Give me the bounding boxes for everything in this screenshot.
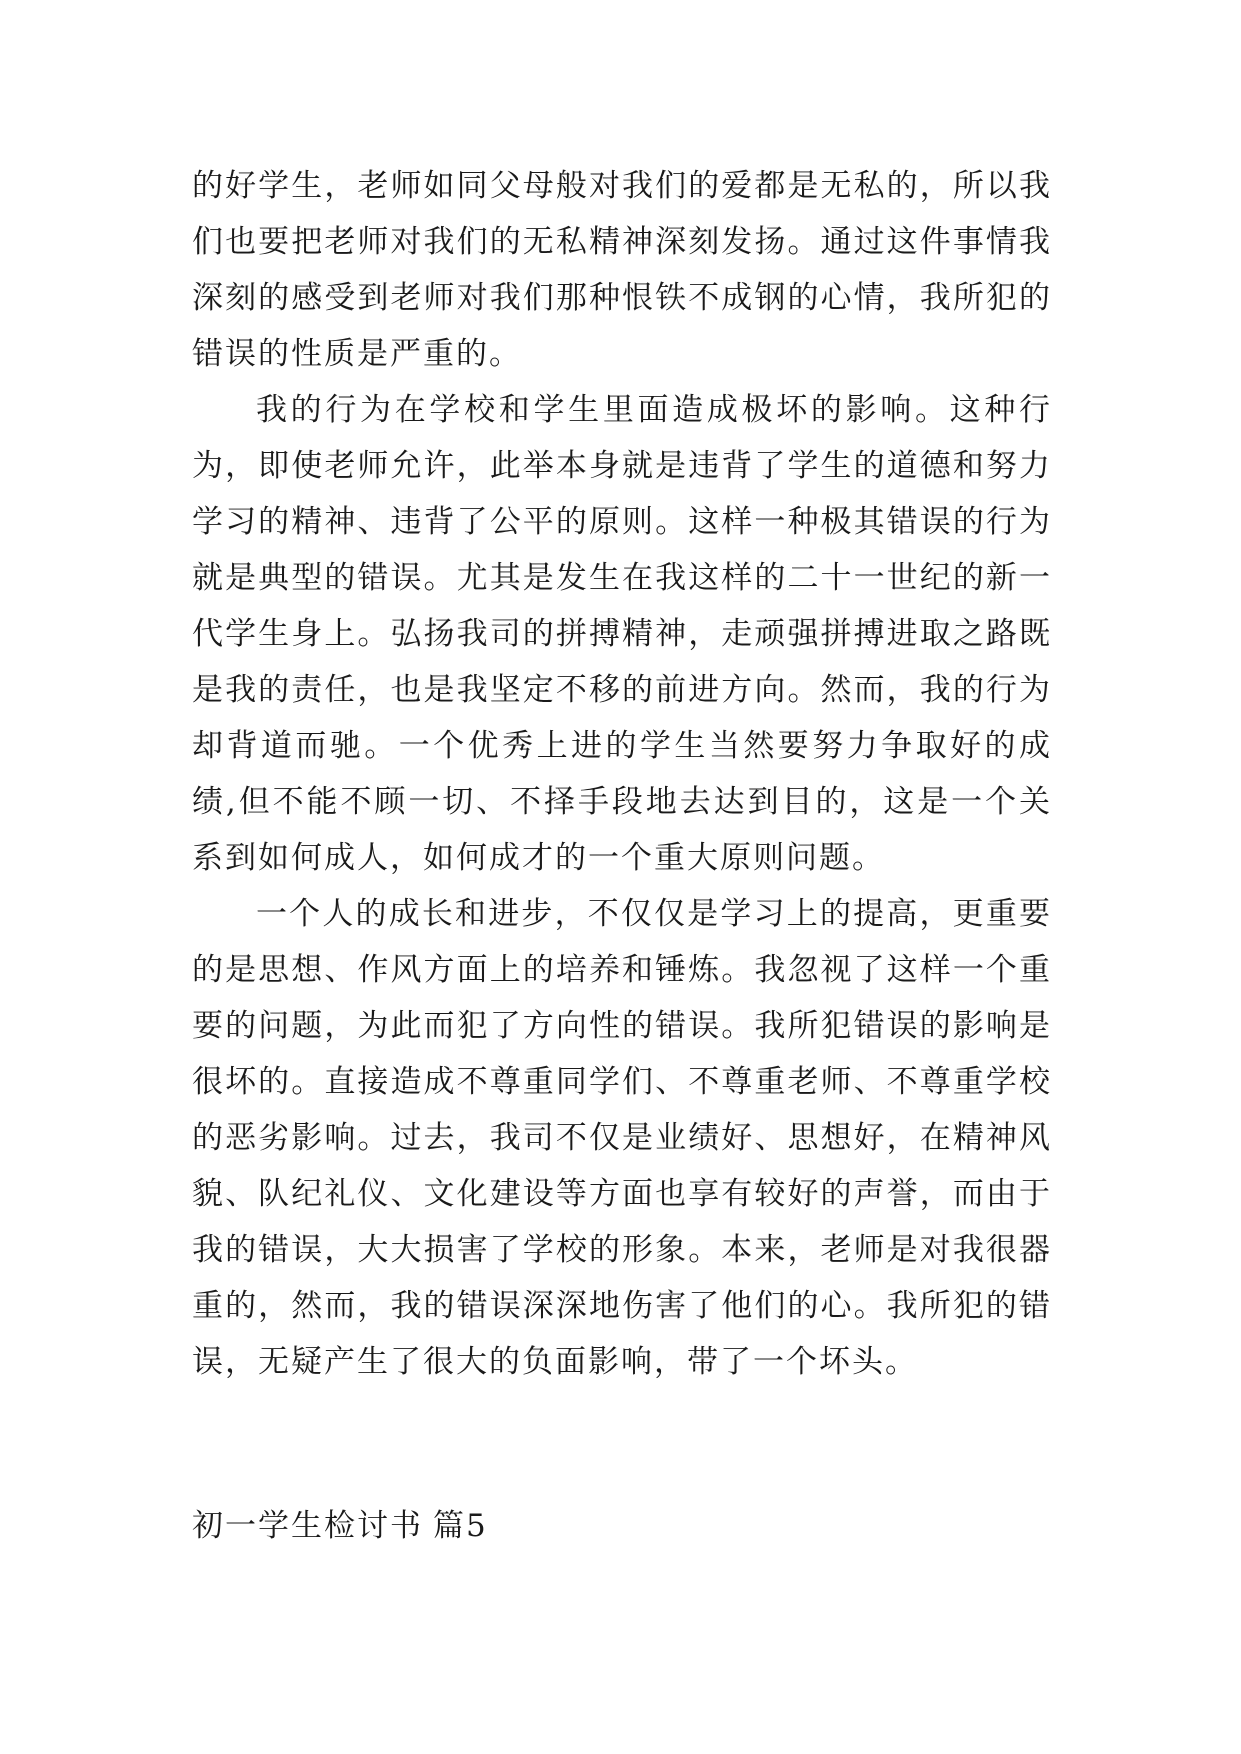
paragraph-3: 一个人的成长和进步，不仅仅是学习上的提高，更重要的是思想、作风方面上的培养和锤炼。我忽视了这样一个重要的问题，为此而犯了方向性的错误。我所犯错误的影响是很坏的。直接造成不尊重同学们、不尊重老师、不尊重学校的恶劣影响。过去，我司不仅是业绩好、思想好，在精神风貌、队纪礼仪、文化建设等方面也享有较好的声誉，而由于我的错误，大大损害了学校的形象。本来，老师是对我很器重的，然而，我的错误深深地伤害了他们的心。我所犯的错误，无疑产生了很大的负面影响，带了一个坏头。 xyxy=(192,896,1052,1380)
paragraph-1: 的好学生，老师如同父母般对我们的爱都是无私的，所以我们也要把老师对我们的无私精神深刻发扬。通过这件事情我深刻的感受到老师对我们那种恨铁不成钢的心情，我所犯的错误的性质是严重的。 xyxy=(192,168,1052,372)
body-text xyxy=(192,158,1052,1390)
section-number: 篇5 xyxy=(433,1508,488,1544)
paragraph-2: 我的行为在学校和学生里面造成极坏的影响。这种行为，即使老师允许，此举本身就是违背了学生的道德和努力学习的精神、违背了公平的原则。这样一种极其错误的行为就是典型的错误。尤其是发生在我这样的二十一世纪的新一代学生身上。弘扬我司的拼搏精神，走顽强拼搏进取之路既是我的责任，也是我坚定不移的前进方向。然而，我的行为却背道而驰。一个优秀上进的学生当然要努力争取好的成绩,但不能不顾一切、不择手段地去达到目的，这是一个关系到如何成人，如何成才的一个重大原则问题。 xyxy=(192,392,1052,876)
section-title: 初一学生检讨书 xyxy=(192,1508,423,1544)
section-heading xyxy=(192,1498,488,1554)
